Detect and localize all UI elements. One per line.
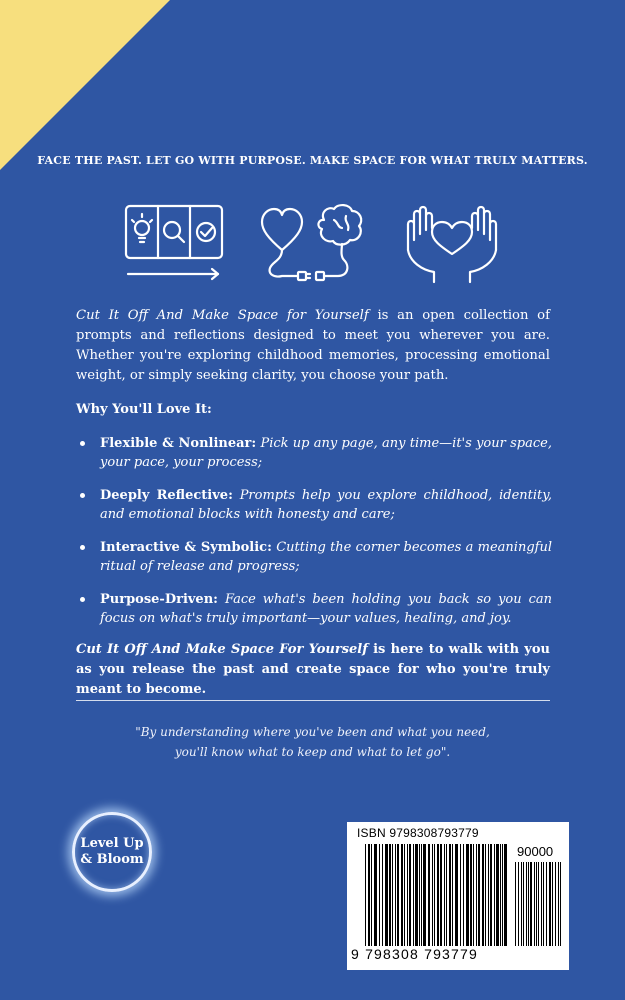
barcode-bar: [404, 844, 405, 946]
barcode-bar: [546, 862, 547, 946]
feature-title: Interactive & Symbolic:: [100, 540, 272, 555]
barcode-bar: [518, 862, 519, 946]
closing-text: is here to walk with you as you release the past and create space for who you're truly meant to become.: [76, 642, 550, 697]
quote: [0, 722, 625, 762]
barcode-bar: [434, 844, 435, 946]
barcode-bar: [488, 844, 489, 946]
hands-holding-heart-icon: [400, 200, 504, 284]
barcode-bar: [473, 844, 474, 946]
barcode-bar: [560, 862, 561, 946]
barcode-bar: [528, 862, 529, 946]
barcode-bar: [428, 844, 430, 946]
feature-text: Pick up any page, any time—it's your space, your pace, your process;: [100, 436, 552, 470]
barcode-bar: [395, 844, 396, 946]
isbn-barcode-box: [347, 822, 569, 970]
barcode-bar: [409, 844, 411, 946]
barcode-bar: [368, 844, 370, 946]
barcode-bar: [449, 844, 451, 946]
barcode-bar: [463, 844, 464, 946]
process-steps-icon: [122, 200, 226, 284]
list-item: [78, 486, 552, 524]
isbn-label: ISBN 9798308793779: [357, 826, 479, 840]
why-heading: Why You'll Love It:: [76, 402, 212, 417]
barcode-bar: [534, 862, 535, 946]
barcode-bar: [482, 844, 484, 946]
barcode-bar: [558, 862, 559, 946]
barcode-bar: [413, 844, 414, 946]
barcode-bar: [385, 844, 388, 946]
barcode-bar: [478, 844, 480, 946]
publisher-logo: [72, 812, 152, 892]
barcode-bar: [530, 862, 532, 946]
price-code: 90000: [517, 844, 554, 859]
barcode-addon-bars: [515, 862, 563, 946]
feature-title: Flexible & Nonlinear:: [100, 436, 257, 451]
barcode-bar: [496, 844, 499, 946]
barcode-bar: [389, 844, 391, 946]
barcode-bar: [521, 862, 522, 946]
barcode-bars: [365, 844, 511, 946]
barcode-bar: [437, 844, 439, 946]
barcode-bar: [401, 844, 403, 946]
barcode-bar: [392, 844, 393, 946]
barcode-digits: 9 798308 793779: [351, 946, 478, 962]
barcode-bar: [536, 862, 537, 946]
barcode-bar: [538, 862, 539, 946]
barcode-bar: [523, 862, 524, 946]
barcode-bar: [466, 844, 469, 946]
barcode-bar: [432, 844, 433, 946]
heart-brain-connection-icon: [258, 200, 368, 284]
quote-line-2: you'll know what to keep and what to let go".: [174, 745, 451, 759]
barcode-bar: [500, 844, 501, 946]
closing-book-title: Cut It Off And Make Space For Yourself: [76, 642, 368, 657]
feature-title: Deeply Reflective:: [100, 488, 233, 503]
feature-text: Face what's been holding you back so you can focus on what's truly important—your values, healing, and joy.: [100, 592, 552, 626]
barcode-bar: [549, 862, 551, 946]
barcode-bar: [502, 844, 503, 946]
barcode-bar: [476, 844, 477, 946]
barcode-bar: [397, 844, 399, 946]
barcode-bar: [455, 844, 458, 946]
feature-text: Prompts help you explore childhood, identity, and emotional blocks with honesty and care;: [100, 488, 553, 522]
barcode-bar: [440, 844, 442, 946]
logo-line-1: Level Up: [80, 836, 144, 851]
barcode-bar: [460, 844, 461, 946]
icon-row: [0, 200, 625, 290]
barcode-bar: [446, 844, 447, 946]
intro-book-title: Cut It Off And Make Space for Yourself: [76, 308, 369, 323]
barcode-bar: [504, 844, 507, 946]
barcode-bar: [415, 844, 418, 946]
barcode-bar: [543, 862, 544, 946]
tagline: FACE THE PAST. LET GO WITH PURPOSE. MAKE SPACE FOR WHAT TRULY MATTERS.: [37, 154, 588, 167]
barcode-bar: [444, 844, 445, 946]
barcode-bar: [407, 844, 408, 946]
barcode-bar: [374, 844, 377, 946]
barcode-bar: [494, 844, 495, 946]
barcode-bar: [452, 844, 453, 946]
barcode-bar: [485, 844, 486, 946]
list-item: [78, 434, 552, 472]
barcode-bar: [421, 844, 422, 946]
barcode-bar: [552, 862, 553, 946]
barcode-bar: [419, 844, 420, 946]
yellow-corner-triangle: [0, 0, 170, 170]
intro-text: is an open collection of prompts and reflections designed to meet you wherever you are. Whether you're exploring childhood memories, processing emotional weight, or simply seeking clarity, you choose your path.: [76, 308, 551, 383]
list-item: [78, 538, 552, 576]
intro-paragraph: [76, 306, 550, 386]
barcode-bar: [490, 844, 492, 946]
list-item: [78, 590, 552, 628]
barcode-bar: [365, 844, 366, 946]
barcode-bar: [379, 844, 380, 946]
closing-paragraph: [76, 640, 550, 700]
barcode-bar: [515, 862, 516, 946]
barcode-bar: [371, 844, 372, 946]
barcode-bar: [555, 862, 556, 946]
feature-list: [78, 434, 552, 642]
logo-line-2: & Bloom: [80, 852, 144, 867]
divider: [76, 700, 550, 701]
barcode-bar: [470, 844, 472, 946]
barcode-bar: [423, 844, 426, 946]
barcode-bar: [541, 862, 542, 946]
barcode-bar: [526, 862, 527, 946]
feature-title: Purpose-Driven:: [100, 592, 218, 607]
feature-text: Cutting the corner becomes a meaningful ritual of release and progress;: [100, 540, 552, 574]
quote-line-1: "By understanding where you've been and what you need,: [135, 725, 490, 739]
barcode-bar: [382, 844, 383, 946]
